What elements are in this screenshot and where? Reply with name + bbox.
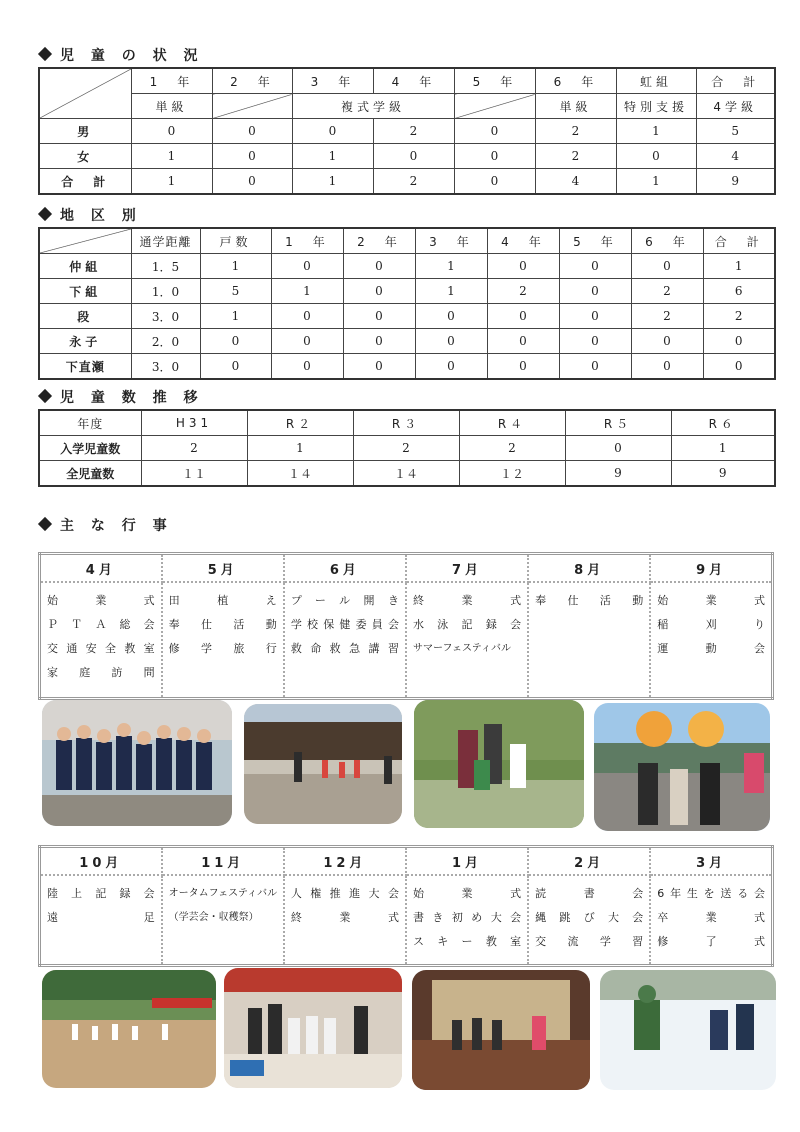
table-cell: 1 [292, 169, 373, 195]
status-grade-header: 2 年 [212, 68, 292, 94]
status-corner-cell [39, 68, 131, 119]
photo-school-yard [244, 704, 402, 824]
table-cell: 2 [703, 304, 775, 329]
table-cell: 0 [271, 329, 343, 354]
table-cell: 1 [415, 254, 487, 279]
table-cell: 2 [535, 119, 616, 144]
table-cell: 0 [271, 304, 343, 329]
events-table-apr-sep [38, 552, 774, 700]
table-cell: 1．0 [131, 279, 200, 304]
district-header: 合 計 [703, 228, 775, 254]
table-cell: 0 [212, 144, 292, 169]
event-item: 交通安全教室 [47, 642, 155, 655]
month-header: 12月 [284, 847, 406, 876]
trend-year-header: R４ [459, 410, 565, 436]
district-header: 3 年 [415, 228, 487, 254]
event-item: 稲刈り [657, 618, 765, 631]
class-empty-cell [212, 94, 292, 119]
table-cell: 0 [559, 329, 631, 354]
district-header: 戸数 [200, 228, 271, 254]
table-cell: 5 [696, 119, 775, 144]
table-cell: 0 [200, 354, 271, 380]
table-cell: 0 [212, 119, 292, 144]
table-cell: 4 [696, 144, 775, 169]
table-cell: 2 [631, 304, 703, 329]
status-grade-header: 4 年 [373, 68, 454, 94]
trend-year-header: R６ [671, 410, 775, 436]
event-item: 陸上記録会 [47, 887, 155, 900]
row-label: 下直瀬 [39, 354, 131, 380]
table-cell: 0 [631, 254, 703, 279]
table-cell: 2 [459, 436, 565, 461]
status-header-row [39, 68, 775, 94]
table-row [39, 169, 775, 195]
table-cell: 1 [200, 254, 271, 279]
photo-students-group [42, 700, 232, 826]
table-row [39, 461, 775, 487]
table-cell: 0 [559, 279, 631, 304]
table-cell: 1 [131, 169, 212, 195]
event-item: 奉仕活動 [535, 594, 644, 607]
status-grade-header: 1 年 [131, 68, 212, 94]
status-grade-header: 合 計 [696, 68, 775, 94]
table-cell: 2 [631, 279, 703, 304]
event-item: スキー教室 [412, 935, 522, 948]
event-item: 卒業式 [657, 911, 765, 924]
table-cell: １１ [141, 461, 247, 487]
table-cell: 1 [616, 169, 696, 195]
district-header: 4 年 [487, 228, 559, 254]
table-cell: 0 [373, 144, 454, 169]
district-corner-cell [39, 228, 131, 254]
row-label: 下組 [39, 279, 131, 304]
event-item: 始業式 [412, 887, 522, 900]
month-header: 3月 [650, 847, 772, 876]
event-item: 修了式 [657, 935, 765, 948]
section-title-district: 地 区 別 [40, 205, 142, 225]
table-row [39, 254, 775, 279]
row-label: 段 [39, 304, 131, 329]
diamond-bullet-icon [38, 389, 52, 403]
class-type-cell: 単級 [131, 94, 212, 119]
trend-table [38, 409, 776, 487]
event-item: プール開き [290, 594, 399, 607]
table-cell: 1 [247, 436, 353, 461]
table-cell: 0 [616, 144, 696, 169]
month-events-cell [528, 582, 650, 699]
district-header: 1 年 [271, 228, 343, 254]
photo-stage-play [412, 970, 590, 1090]
district-header: 6 年 [631, 228, 703, 254]
month-header: 8月 [528, 554, 650, 583]
photo-festival-mascots [594, 703, 770, 831]
table-cell: 0 [487, 254, 559, 279]
status-grade-header: 6 年 [535, 68, 616, 94]
table-cell: 0 [703, 354, 775, 380]
event-item: 人権推進大会 [290, 887, 399, 900]
month-header: 2月 [528, 847, 650, 876]
table-cell: 1 [200, 304, 271, 329]
table-cell: 1 [703, 254, 775, 279]
month-events-cell [284, 875, 406, 966]
table-cell: 2 [487, 279, 559, 304]
event-item: 学校保健委員会 [290, 618, 399, 631]
district-header-row [39, 228, 775, 254]
table-cell: 3．0 [131, 304, 200, 329]
event-item: 読書会 [535, 887, 644, 900]
table-cell: 0 [131, 119, 212, 144]
section-title-status: 児 童 の 状 況 [40, 45, 204, 65]
event-item: 始業式 [657, 594, 765, 607]
class-empty-cell [454, 94, 535, 119]
table-cell: 4 [535, 169, 616, 195]
month-header: 11月 [162, 847, 284, 876]
table-cell: 3．0 [131, 354, 200, 380]
table-cell: 1 [292, 144, 373, 169]
month-events-cell [528, 875, 650, 966]
photo-tv-studio [224, 968, 402, 1088]
table-cell: 0 [559, 354, 631, 380]
table-row [39, 354, 775, 380]
trend-year-header: R３ [353, 410, 459, 436]
table-cell: 0 [631, 329, 703, 354]
class-type-cell: 複式学級 [292, 94, 454, 119]
month-events-cell [650, 875, 772, 966]
events-items-row [40, 582, 773, 699]
trend-year-header: R２ [247, 410, 353, 436]
event-item: オータムフェスティバル [168, 888, 277, 899]
table-cell: 0 [343, 304, 415, 329]
event-item: 水泳記録会 [412, 618, 522, 631]
month-events-cell [650, 582, 772, 699]
table-cell: 1．5 [131, 254, 200, 279]
month-events-cell [162, 582, 284, 699]
table-cell: 9 [696, 169, 775, 195]
section-title-trend: 児 童 数 推 移 [40, 387, 204, 407]
month-header: 9月 [650, 554, 772, 583]
table-cell: 0 [559, 254, 631, 279]
table-cell: 0 [487, 304, 559, 329]
table-cell: 2 [535, 144, 616, 169]
table-cell: 0 [487, 354, 559, 380]
table-row [39, 329, 775, 354]
row-label: 男 [39, 119, 131, 144]
photo-track-meet [42, 970, 216, 1088]
event-item: 縄跳び大会 [535, 911, 644, 924]
table-row [39, 436, 775, 461]
month-events-cell [40, 582, 162, 699]
photo-ski-class [600, 970, 776, 1090]
event-item: 6年生を送る会 [657, 887, 765, 900]
table-cell: 1 [616, 119, 696, 144]
event-item: 終業式 [290, 911, 399, 924]
district-header: 5 年 [559, 228, 631, 254]
trend-year-label: 年度 [39, 410, 141, 436]
table-cell: 0 [415, 304, 487, 329]
table-cell: 0 [565, 436, 671, 461]
event-item: （学芸会・収穫祭） [168, 912, 259, 923]
table-cell: 0 [487, 329, 559, 354]
month-header: 10月 [40, 847, 162, 876]
table-cell: 0 [212, 169, 292, 195]
status-table [38, 67, 776, 195]
class-type-cell: 特別支援 [616, 94, 696, 119]
section-title-events: 主 な 行 事 [40, 515, 173, 535]
event-item: 田植え [168, 594, 277, 607]
month-events-cell [162, 875, 284, 966]
table-cell: 5 [200, 279, 271, 304]
table-cell: １４ [247, 461, 353, 487]
row-label: 入学児童数 [39, 436, 141, 461]
event-item: 家庭訪問 [47, 666, 155, 679]
month-header: 1月 [406, 847, 528, 876]
table-cell: 0 [343, 279, 415, 304]
diamond-bullet-icon [38, 517, 52, 531]
table-cell: 9 [565, 461, 671, 487]
table-cell: 0 [559, 304, 631, 329]
table-cell: 0 [454, 144, 535, 169]
month-events-cell [406, 875, 528, 966]
event-item: サマーフェスティバル [412, 643, 511, 654]
trend-year-header: H31 [141, 410, 247, 436]
table-cell: 0 [415, 354, 487, 380]
month-events-cell [284, 582, 406, 699]
status-grade-header: 虹組 [616, 68, 696, 94]
table-cell: 2 [373, 119, 454, 144]
event-item: 運動会 [657, 642, 765, 655]
table-cell: 0 [703, 329, 775, 354]
event-item: 奉仕活動 [168, 618, 277, 631]
district-header: 2 年 [343, 228, 415, 254]
table-cell: 1 [271, 279, 343, 304]
events-month-row [40, 847, 773, 876]
table-cell: 0 [343, 254, 415, 279]
event-item: 終業式 [412, 594, 522, 607]
table-cell: 1 [415, 279, 487, 304]
table-cell: 0 [200, 329, 271, 354]
table-cell: 0 [292, 119, 373, 144]
diamond-bullet-icon [38, 207, 52, 221]
month-header: 5月 [162, 554, 284, 583]
month-header: 7月 [406, 554, 528, 583]
table-cell: 0 [454, 119, 535, 144]
month-header: 4月 [40, 554, 162, 583]
row-label: 女 [39, 144, 131, 169]
class-type-cell: 単級 [535, 94, 616, 119]
events-table-oct-mar [38, 845, 774, 967]
event-item: 交流学習 [535, 935, 644, 948]
events-items-row [40, 875, 773, 966]
table-cell: 0 [454, 169, 535, 195]
row-label: 全児童数 [39, 461, 141, 487]
status-grade-header: 5 年 [454, 68, 535, 94]
table-row [39, 304, 775, 329]
table-cell: 0 [343, 354, 415, 380]
table-cell: 2 [141, 436, 247, 461]
trend-header-row [39, 410, 775, 436]
event-item: ＰＴＡ総会 [47, 618, 155, 631]
table-row [39, 144, 775, 169]
table-cell: 9 [671, 461, 775, 487]
table-cell: 2 [373, 169, 454, 195]
table-cell: 2 [353, 436, 459, 461]
event-item: 救命救急講習 [290, 642, 399, 655]
table-cell: 0 [343, 329, 415, 354]
table-row [39, 119, 775, 144]
month-events-cell [40, 875, 162, 966]
event-item: 始業式 [47, 594, 155, 607]
row-label: 合 計 [39, 169, 131, 195]
table-cell: 6 [703, 279, 775, 304]
table-cell: 2．0 [131, 329, 200, 354]
table-cell: 0 [271, 354, 343, 380]
table-cell: 0 [415, 329, 487, 354]
event-item: 書き初め大会 [412, 911, 522, 924]
table-row [39, 279, 775, 304]
class-type-cell: 4学級 [696, 94, 775, 119]
district-header: 通学距離 [131, 228, 200, 254]
event-item: 遠足 [47, 911, 155, 924]
table-cell: １２ [459, 461, 565, 487]
status-class-row [39, 94, 775, 119]
month-header: 6月 [284, 554, 406, 583]
status-grade-header: 3 年 [292, 68, 373, 94]
table-cell: 0 [271, 254, 343, 279]
table-cell: 1 [131, 144, 212, 169]
row-label: 仲組 [39, 254, 131, 279]
month-events-cell [406, 582, 528, 699]
table-cell: １４ [353, 461, 459, 487]
table-cell: 0 [631, 354, 703, 380]
trend-year-header: R５ [565, 410, 671, 436]
photo-rice-planting [414, 700, 584, 828]
district-table [38, 227, 776, 380]
table-cell: 1 [671, 436, 775, 461]
row-label: 永子 [39, 329, 131, 354]
event-item: 修学旅行 [168, 642, 277, 655]
events-month-row [40, 554, 773, 583]
diamond-bullet-icon [38, 47, 52, 61]
